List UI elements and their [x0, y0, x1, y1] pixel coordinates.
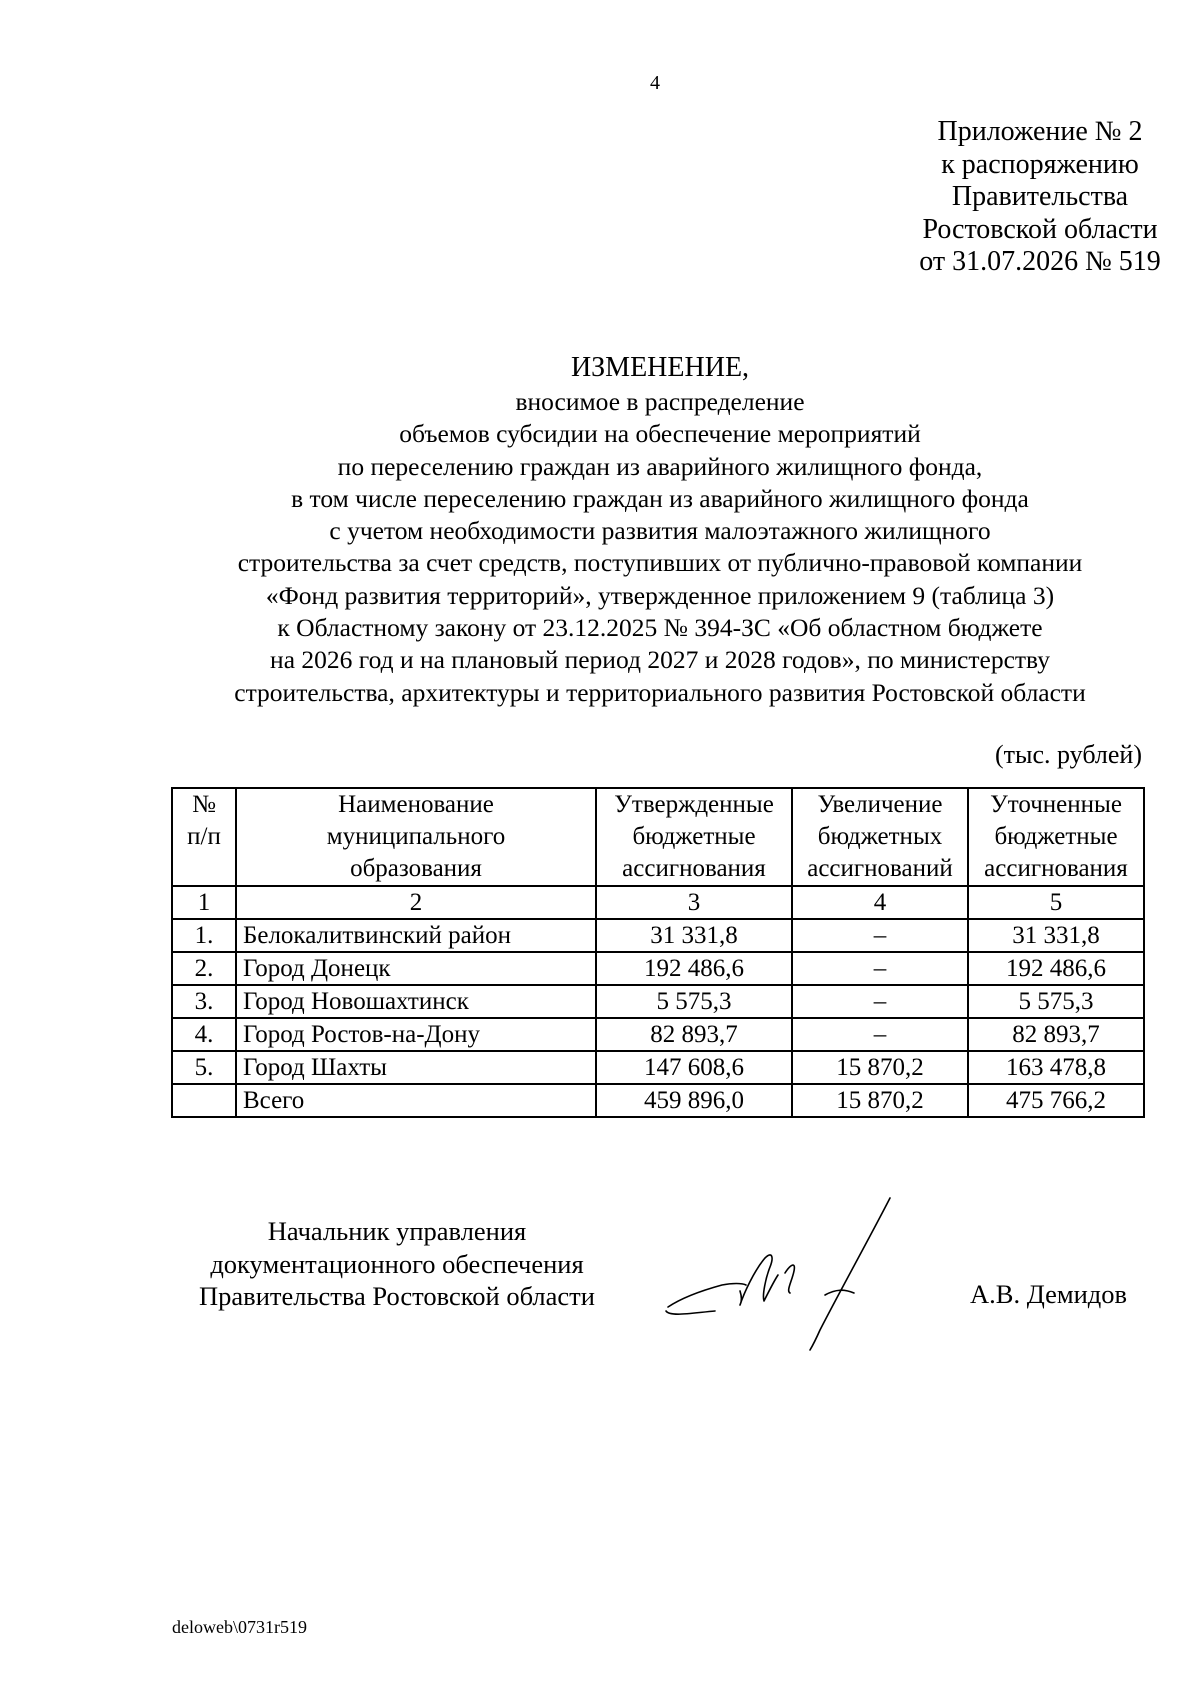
table-row [172, 985, 1144, 1018]
title-line: по переселению граждан из аварийного жилищного фонда, [337, 451, 983, 481]
title-line: строительства, архитектуры и территориального развития Ростовской области [234, 677, 1086, 707]
header-text: образования [350, 855, 482, 882]
table-header-row [172, 788, 1144, 886]
header-approved [596, 788, 792, 886]
title-line: вносимое в распределение [515, 387, 805, 416]
title-line: объемов субсидии на обеспечение мероприятий [399, 419, 921, 449]
increase-value: – [792, 952, 968, 985]
title-line: строительства за счет средств, поступивших от публично-правовой компании [237, 548, 1083, 578]
header-text: бюджетных [817, 823, 943, 850]
page-number: 4 [650, 72, 660, 94]
title-line: на 2026 год и на плановый период 2027 и 2028 годов», по министерству [270, 645, 1050, 675]
header-text: Утвержденные [614, 791, 774, 818]
document-title [110, 350, 1200, 709]
increase-value: 15 870,2 [792, 1051, 968, 1084]
approved-value: 192 486,6 [596, 952, 792, 985]
title-line: с учетом необходимости развития малоэтажного жилищного [329, 516, 991, 546]
approved-value: 5 575,3 [596, 985, 792, 1018]
header-text: ассигнований [807, 855, 953, 882]
increase-value: – [792, 919, 968, 952]
header-text: Уточненные [990, 791, 1122, 818]
row-number: 1. [172, 919, 236, 952]
appendix-line: Приложение № 2 [937, 116, 1143, 147]
header-text: п/п [187, 823, 221, 850]
appendix-line: от 31.07.2026 № 519 [919, 246, 1161, 277]
header-text: бюджетные [632, 823, 756, 850]
budget-table [171, 787, 1145, 1118]
document-reference: deloweb\0731r519 [172, 1617, 307, 1637]
appendix-line: Правительства [951, 181, 1129, 212]
appendix-line: Ростовской области [922, 213, 1158, 245]
municipality-name: Город Шахты [236, 1051, 596, 1084]
appendix-line: к распоряжению [941, 148, 1139, 180]
total-label: Всего [236, 1084, 596, 1117]
total-number-cell [172, 1084, 236, 1117]
approved-value: 82 893,7 [596, 1018, 792, 1051]
header-increase [792, 788, 968, 886]
title-line: к Областному закону от 23.12.2025 № 394-ЗС «Об областном бюджете [277, 613, 1043, 643]
table-row [172, 1018, 1144, 1051]
total-approved: 459 896,0 [596, 1084, 792, 1117]
approved-value: 31 331,8 [596, 919, 792, 952]
header-number [172, 788, 236, 886]
header-text: Увеличение [817, 791, 943, 818]
municipality-name: Город Донецк [236, 952, 596, 985]
column-number: 2 [236, 886, 596, 919]
table-row [172, 919, 1144, 952]
row-number: 4. [172, 1018, 236, 1051]
municipality-name: Город Ростов-на-Дону [236, 1018, 596, 1051]
table-row [172, 952, 1144, 985]
signer-position-line: Начальник управления [267, 1216, 527, 1246]
header-text: № [192, 791, 216, 818]
title-line: в том числе переселению граждан из аварийного жилищного фонда [291, 483, 1029, 513]
increase-value: – [792, 985, 968, 1018]
header-text: ассигнования [984, 855, 1128, 882]
signer-name: А.В. Демидов [970, 1279, 1128, 1309]
signer-position-line: документационного обеспечения [210, 1248, 584, 1279]
column-number: 3 [596, 886, 792, 919]
column-number: 5 [968, 886, 1144, 919]
row-number: 5. [172, 1051, 236, 1084]
header-text: муниципального [326, 823, 506, 850]
total-refined: 475 766,2 [968, 1084, 1144, 1117]
header-text: бюджетные [994, 823, 1118, 850]
header-refined [968, 788, 1144, 886]
table-row [172, 1051, 1144, 1084]
signer-position-line: Правительства Ростовской области [199, 1281, 595, 1311]
column-number: 4 [792, 886, 968, 919]
title-line: «Фонд развития территорий», утвержденное приложением 9 (таблица 3) [265, 580, 1055, 610]
column-number: 1 [172, 886, 236, 919]
refined-value: 192 486,6 [968, 952, 1144, 985]
municipality-name: Город Новошахтинск [236, 985, 596, 1018]
row-number: 3. [172, 985, 236, 1018]
header-spacer [175, 853, 233, 885]
municipality-name: Белокалитвинский район [236, 919, 596, 952]
header-municipality [236, 788, 596, 886]
refined-value: 31 331,8 [968, 919, 1144, 952]
refined-value: 82 893,7 [968, 1018, 1144, 1051]
appendix-reference [780, 116, 1200, 279]
column-number-row [172, 886, 1144, 919]
units-label: (тыс. рублей) [994, 740, 1142, 769]
refined-value: 163 478,8 [968, 1051, 1144, 1084]
refined-value: 5 575,3 [968, 985, 1144, 1018]
header-text: Наименование [338, 791, 494, 818]
handwritten-signature [660, 1195, 945, 1355]
title-heading: ИЗМЕНЕНИЕ, [570, 352, 750, 383]
approved-value: 147 608,6 [596, 1051, 792, 1084]
row-number: 2. [172, 952, 236, 985]
total-increase: 15 870,2 [792, 1084, 968, 1117]
increase-value: – [792, 1018, 968, 1051]
table-total-row [172, 1084, 1144, 1117]
header-text: ассигнования [622, 855, 766, 882]
signer-position [172, 1215, 622, 1313]
